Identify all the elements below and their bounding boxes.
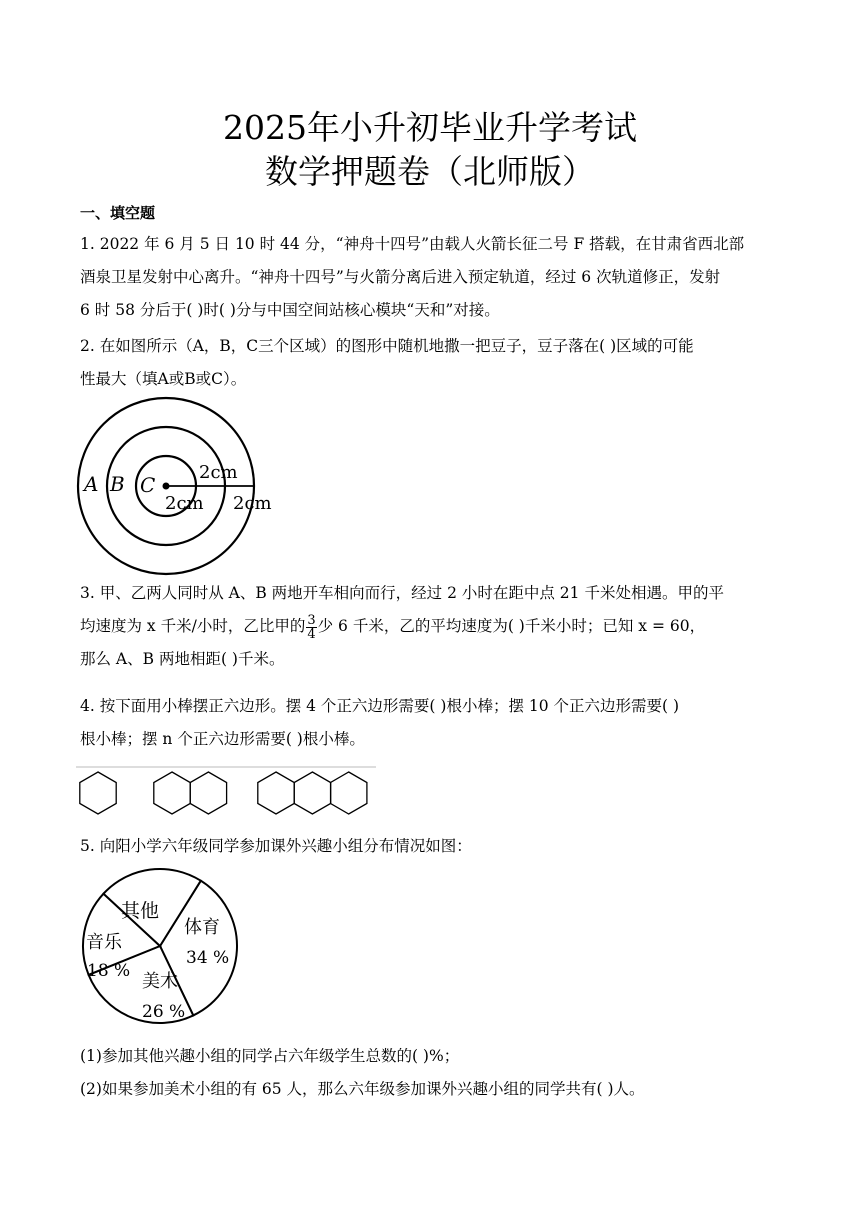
- q5-sub2: (2)如果参加美术小组的有 65 人，那么六年级参加课外兴趣小组的同学共有( )人。: [80, 1080, 645, 1098]
- radius-label-outer: 2cm: [233, 493, 272, 514]
- section-heading: 一、填空题: [80, 204, 156, 222]
- hexagon-group2-cell2: [190, 772, 226, 814]
- q4-line2: 根小棒；摆 n 个正六边形需要( )根小棒。: [80, 730, 365, 748]
- question-2: [80, 330, 784, 396]
- q4-line1: 4. 按下面用小棒摆正六边形。摆 4 个正六边形需要( )根小棒；摆 10 个正六边形需要( ): [80, 697, 680, 715]
- pie-label-sports: 体育: [184, 917, 220, 938]
- q3-line2-start: 均速度为 x 千米/小时，乙比甲的: [80, 617, 306, 635]
- q3-line3: 那么 A、B 两地相距( )千米。: [80, 650, 285, 668]
- question-1: [80, 228, 784, 327]
- question-3: [80, 577, 784, 676]
- q3-line2: [80, 610, 784, 643]
- question-5-subparts: [80, 1040, 784, 1106]
- fraction-numerator: 3: [307, 612, 316, 628]
- pie-value-music: 18 %: [87, 961, 131, 981]
- hexagon-group3-cell2: [294, 772, 330, 814]
- question-5: [80, 830, 784, 863]
- q3-line2-end: 少 6 千米，乙的平均速度为( )千米小时；已知 x = 60，: [317, 617, 706, 635]
- pie-label-art: 美术: [142, 971, 178, 992]
- q1-line1: 1. 2022 年 6 月 5 日 10 时 44 分，“神舟十四号”由载人火箭长征二号 F 搭载，在甘肃省西北部: [80, 235, 745, 253]
- fraction-denominator: 4: [307, 626, 316, 642]
- pie-value-sports: 34 %: [186, 948, 230, 968]
- region-label-b: B: [110, 472, 125, 496]
- q2-line2: 性最大（填A或B或C）。: [80, 370, 247, 388]
- q2-line1: 2. 在如图所示（A，B，C三个区域）的图形中随机地撒一把豆子，豆子落在( )区域的可能: [80, 337, 694, 355]
- q5-sub1: (1)参加其他兴趣小组的同学占六年级学生总数的( )%；: [80, 1047, 460, 1065]
- hexagon-group2-cell1: [154, 772, 190, 814]
- q1-line3: 6 时 58 分后于( )时( )分与中国空间站核心模块“天和”对接。: [80, 301, 500, 319]
- exam-title: 2025年小升初毕业升学考试: [223, 108, 637, 147]
- pie-label-music: 音乐: [86, 932, 122, 953]
- region-label-a: A: [84, 472, 99, 496]
- q3-line1: 3. 甲、乙两人同时从 A、B 两地开车相向而行，经过 2 小时在距中点 21 千米处相遇。甲的平: [80, 584, 724, 602]
- fraction-three-quarters: [306, 614, 316, 641]
- center-dot: [163, 483, 170, 490]
- radius-label-inner: 2cm: [165, 493, 204, 514]
- question-4: [80, 690, 784, 756]
- concentric-circles-figure: [74, 395, 284, 580]
- hexagon-group3-cell1: [258, 772, 294, 814]
- hexagon-group3-cell3: [331, 772, 367, 814]
- q5-line1: 5. 向阳小学六年级同学参加课外兴趣小组分布情况如图：: [80, 837, 472, 855]
- pie-label-other: 其他: [121, 900, 160, 922]
- interest-group-pie-chart: [76, 866, 246, 1026]
- pie-value-art: 26 %: [142, 1002, 186, 1022]
- q1-line2: 酒泉卫星发射中心离升。“神舟十四号”与火箭分离后进入预定轨道，经过 6 次轨道修正，发射: [80, 268, 721, 286]
- hexagon-sequence-figure: [76, 765, 378, 817]
- hexagon-group1-cell1: [80, 772, 116, 814]
- exam-subtitle: 数学押题卷（北师版）: [265, 152, 595, 191]
- radius-label-middle: 2cm: [199, 462, 238, 483]
- region-label-c: C: [140, 473, 156, 497]
